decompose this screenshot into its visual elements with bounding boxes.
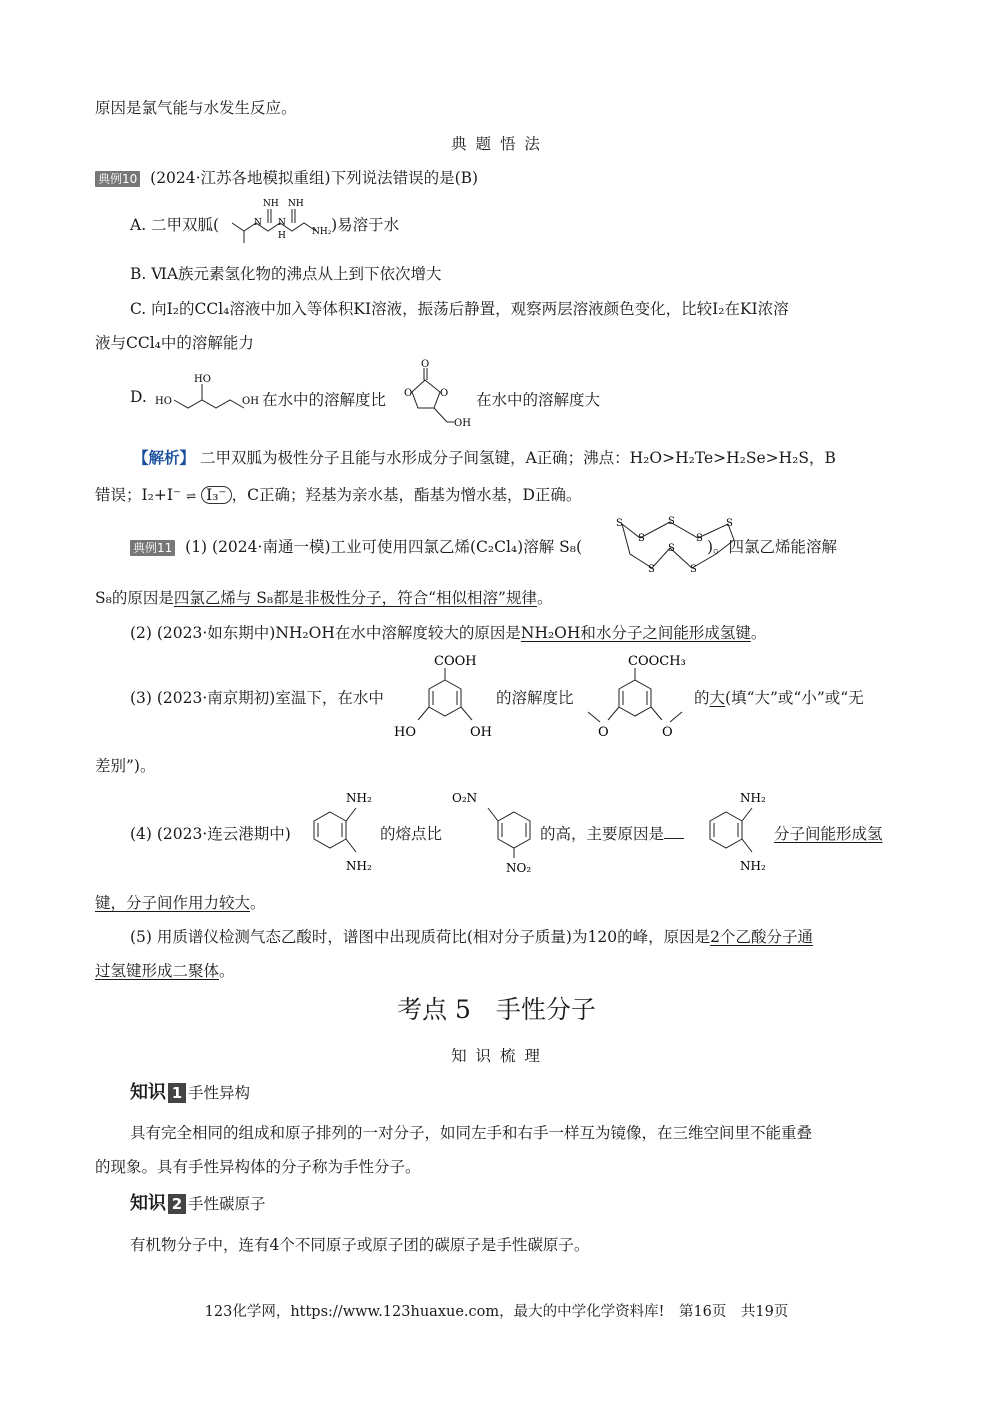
example-11-part4-end: 键，分子间作用力较大。 (95, 894, 266, 912)
dihydroxybenzoic-acid-structure (392, 650, 502, 742)
glycerol-carbonate-structure (392, 356, 476, 434)
answer-text: 键，分子间作用力较大 (95, 894, 251, 912)
svg-text:S: S (668, 543, 675, 554)
option-c-line2: 液与CCl₄中的溶解能力 (95, 334, 254, 352)
example-11-part5-end: 过氢键形成二聚体。 (95, 962, 235, 980)
svg-text:S: S (726, 518, 733, 529)
dimethoxybenzoate-structure (582, 650, 694, 742)
option-c-line1: C. 向I₂的CCl₄溶液中加入等体积KI溶液，振荡后静置，观察两层溶液颜色变化，比较I₂在KI浓溶 (130, 300, 789, 318)
svg-text:S: S (690, 564, 697, 575)
answer-text: 2个乙酸分子通 (710, 928, 813, 946)
svg-text:S: S (648, 564, 655, 575)
svg-text:COOCH₃: COOCH₃ (628, 654, 686, 669)
svg-text:S: S (696, 533, 703, 544)
svg-text:NH₂: NH₂ (346, 859, 372, 873)
example-11-part4-mid1: 的熔点比 (380, 825, 443, 843)
svg-text:S: S (616, 518, 623, 529)
example-11-part2: (2) (2023·如东期中)NH₂OH在水中溶解度较大的原因是NH₂OH和水分子之间能形成氢键。 (130, 624, 767, 642)
option-d-post: 在水中的溶解度大 (476, 391, 601, 409)
example-11-part3-end: 差别”)。 (95, 757, 156, 775)
example-11-part3-mid: 的溶解度比 (496, 689, 574, 707)
example-10-question: (2024·江苏各地模拟重组)下列说法错误的是(B) (150, 169, 479, 187)
example-11-part4-mid2: 的高，主要原因是 (540, 822, 684, 844)
svg-text:N: N (254, 218, 262, 228)
svg-text:H: H (278, 231, 286, 241)
page-footer: 123化学网，https://www.123huaxue.com，最大的中学化学资料库! 第16页 共19页 (204, 1304, 789, 1320)
knowledge-1-body1: 具有完全相同的组成和原子排列的一对分子，如同左手和右手一样互为镜像，在三维空间里不能重叠 (130, 1124, 813, 1142)
svg-text:HO: HO (394, 725, 416, 740)
svg-text:COOH: COOH (434, 654, 477, 669)
svg-text:O: O (662, 725, 673, 740)
knowledge-2-heading: 知识 2 手性碳原子 (130, 1193, 266, 1214)
example-11-part4-pre: (4) (2023·连云港期中) (130, 825, 291, 843)
svg-text:HO: HO (155, 396, 172, 407)
m-phenylenediamine-structure (300, 786, 390, 878)
svg-text:NO₂: NO₂ (506, 861, 532, 875)
example-11-part3-pre: (3) (2023·南京期初)室温下，在水中 (130, 689, 384, 707)
answer-text: 过氢键形成二聚体 (95, 962, 220, 980)
svg-text:O: O (421, 359, 430, 370)
option-d-label: D. (130, 388, 147, 406)
svg-text:O: O (404, 388, 413, 399)
example-10-stem (95, 166, 478, 188)
svg-text:HO: HO (194, 374, 211, 385)
s8-ring-structure (612, 510, 746, 576)
analysis-line2: 错误；I₂+I⁻ ⇌ I₃⁻ ，C正确；羟基为亲水基，酯基为憎水基，D正确。 (95, 486, 582, 504)
knowledge-2-body1: 有机物分子中，连有4个不同原子或原子团的碳原子是手性碳原子。 (130, 1236, 590, 1254)
option-b: B. ⅥA族元素氢化物的沸点从上到下依次增大 (130, 265, 442, 283)
answer-text: 分子间能形成氢 (774, 825, 883, 843)
svg-text:O: O (598, 725, 609, 740)
intro-line: 原因是氯气能与水发生反应。 (95, 99, 297, 117)
triiodide-circled: I₃⁻ (201, 486, 232, 504)
metformin-structure (228, 193, 346, 248)
section-heading-zhishi: 知 识 梳 理 (451, 1047, 542, 1065)
kaodian-heading: 考点 5 手性分子 (397, 995, 596, 1024)
glycerol-structure (152, 370, 262, 416)
option-d-mid: 在水中的溶解度比 (262, 391, 387, 409)
svg-text:NH₂: NH₂ (740, 859, 766, 873)
svg-text:O: O (440, 388, 449, 399)
option-a: A. 二甲双胍( )易溶于水 (130, 216, 400, 234)
example-11-part5: (5) 用质谱仪检测气态乙酸时，谱图中出现质荷比(相对分子质量)为120的峰，原因是2个乙酸分子通 (130, 928, 813, 946)
answer-text: NH₂OH和水分子之间能形成氢键 (520, 624, 751, 642)
knowledge-1-heading: 知识 1 手性异构 (130, 1082, 251, 1103)
svg-text:S: S (638, 533, 645, 544)
svg-text:NH₂: NH₂ (312, 227, 332, 237)
analysis-line1: 【解析】 二甲双胍为极性分子且能与水形成分子间氢键，A正确；沸点：H₂O>H₂Te>H₂Se>H₂S，B (133, 448, 836, 467)
svg-text:NH₂: NH₂ (346, 791, 372, 805)
m-dinitrobenzene-structure (450, 786, 546, 878)
svg-text:NH: NH (263, 199, 279, 209)
svg-text:O₂N: O₂N (452, 791, 478, 805)
section-heading-dianti: 典 题 悟 法 (451, 135, 542, 153)
equilibrium-arrow-icon: ⇌ (186, 489, 197, 503)
example-tag: 典例11 (130, 540, 175, 556)
m-phenylenediamine-structure-answer (696, 786, 778, 878)
knowledge-1-body2: 的现象。具有手性异构体的分子称为手性分子。 (95, 1158, 421, 1176)
example-11-part1: 典例11 (1) (2024·南通一模)工业可使用四氯乙烯(C₂Cl₄)溶解 S₈( )。四氯乙烯能溶解 (130, 535, 837, 557)
svg-text:NH₂: NH₂ (740, 791, 766, 805)
answer-text: 大 (709, 689, 726, 707)
svg-text:OH: OH (470, 725, 492, 740)
example-11-part3-post: 的大(填“大”或“小”或“无 (694, 689, 864, 707)
example-tag: 典例10 (95, 171, 140, 187)
svg-text:OH: OH (242, 396, 259, 407)
svg-text:S: S (668, 516, 675, 527)
svg-text:OH: OH (454, 418, 471, 429)
answer-text: 四氯乙烯与 S₈都是非极性分子，符合“相似相溶”规律 (173, 589, 537, 607)
svg-text:NH: NH (288, 199, 304, 209)
example-11-part1-answer: S₈的原因是四氯乙烯与 S₈都是非极性分子，符合“相似相溶”规律。 (95, 589, 553, 607)
svg-text:N: N (278, 218, 286, 228)
